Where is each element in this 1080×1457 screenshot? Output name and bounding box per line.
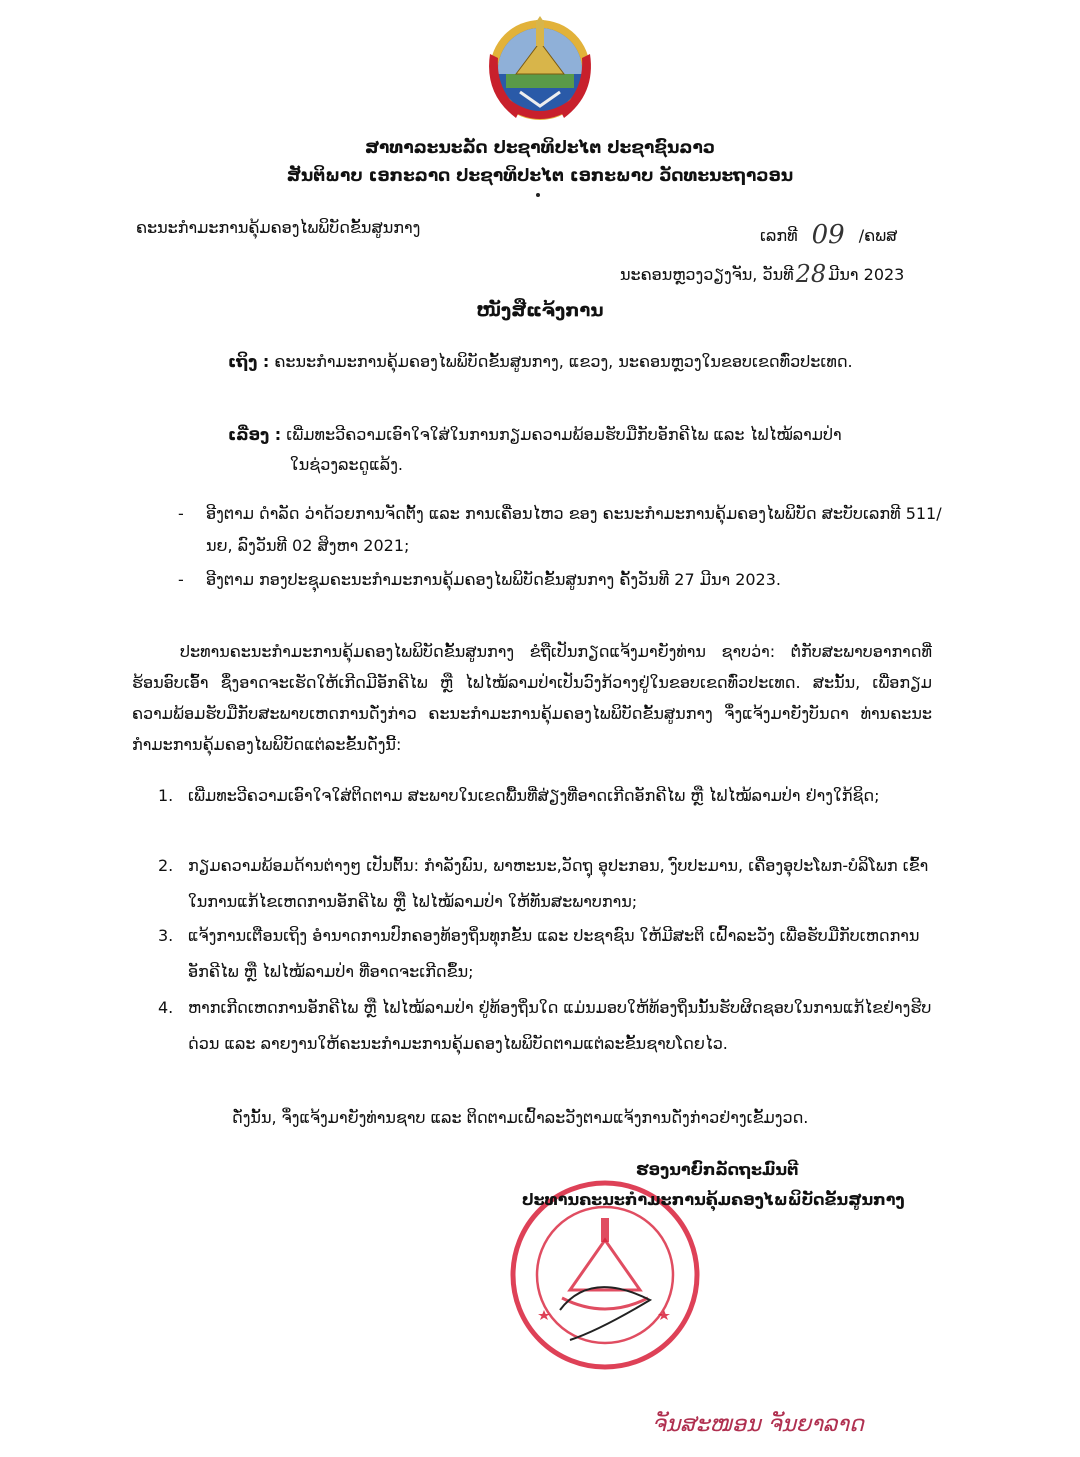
number-value: 09 — [811, 220, 845, 250]
to-text: ຄະນະກໍາມະການຄຸ້ມຄອງໄພພິບັດຂັ້ນສູນກາງ, ແຂວງ, ນະຄອນຫຼວງໃນຂອບເຂດທົ່ວປະເທດ. — [274, 352, 853, 371]
reference-item — [178, 498, 968, 562]
list-item — [158, 778, 938, 814]
subject-line2: ໃນຊ່ວງລະດູແລ້ງ. — [290, 455, 403, 474]
item-text: ຫາກເກີດເຫດການອັກຄີໄພ ຫຼື ໄຟໄໝ້ລາມປ່າ ຢູ່ທ້ອງຖິ່ນໃດ ແມ່ນມອບໃຫ້ທ້ອງຖິ່ນນັ້ນຮັບຜິດຊອບໃນການແກ້ໄຂຢ່າງຮີບດ່ວນ ແລະ ລາຍງານໃຫ້ຄະນະກໍາມະການຄຸ້ມຄອງໄພພິບັດຕາມແຕ່ລະຂັ້ນຊາບໂດຍໄວ. — [188, 998, 932, 1053]
item-text: ກຽມຄວາມພ້ອມດ້ານຕ່າງໆ ເປັນຕົ້ນ: ກໍາລັງພົນ, ພາຫະນະ,ວັດຖຸ ອຸປະກອນ, ງົບປະມານ, ເຄື່ອງອຸປະໂພກ-ບໍລິໂພກ ເຂົ້າໃນການແກ້ໄຂເຫດການອັກຄີໄພ ຫຼື ໄຟໄໝ້ລາມປ່າ ໃຫ້ທັນສະພາບການ; — [188, 856, 929, 911]
lao-emblem-icon — [476, 14, 604, 126]
date-prefix: ນະຄອນຫຼວງວຽງຈັນ, ວັນທີ — [620, 265, 794, 284]
subject-block — [228, 420, 948, 480]
item-number: 4. — [158, 998, 174, 1017]
list-item — [158, 848, 938, 920]
document-number — [760, 218, 897, 248]
item-number: 1. — [158, 786, 174, 805]
reference-text: ອີງຕາມ ດຳລັດ ວ່າດ້ວຍການຈັດຕັ້ງ ແລະ ການເຄື່ອນໄຫວ ຂອງ ຄະນະກຳມະການຄຸ້ມຄອງໄພພິບັດ ສະບັບເລກທີ 511/ນຍ, ລົງວັນທີ 02 ສິງຫາ 2021; — [206, 504, 942, 555]
subject-label: ເລື່ອງ : — [228, 425, 282, 444]
reference-text: ອີງຕາມ ກອງປະຊຸມຄະນະກໍາມະການຄຸ້ມຄອງໄພພິບັດຂັ້ນສູນກາງ ຄັ້ງວັນທີ 27 ມີນາ 2023. — [206, 570, 781, 589]
reference-item — [178, 564, 968, 596]
national-motto: ສັນຕິພາບ ເອກະລາດ ປະຊາທິປະໄຕ ເອກະພາບ ວັດທະນະຖາວອນ — [286, 166, 794, 186]
signatory-name: ຈັນສະໜອນ ຈັນຍາລາດ — [652, 1412, 864, 1437]
number-label: ເລກທີ — [760, 226, 798, 245]
body-paragraph: ປະທານຄະນະກໍາມະການຄຸ້ມຄອງໄພພິບັດຂັ້ນສູນກາງ ຂໍຖືເປັນກຽດແຈ້ງມາຍັງທ່ານ ຊາບວ່າ: ຕໍ່ກັບສະພາບອາກາດທີ່ຮ້ອນອົບເອົ້າ ຊຶ່ງອາດຈະເຮັດໃຫ້ເກີດມີອັກຄີໄພ ຫຼື ໄຟໄໝ້ລາມປ່າເປັນວົງກ້ວາງຢູ່ໃນຂອບເຂດທົ່ວປະເທດ. ສະນັ້ນ, ເພື່ອກຽມຄວາມພ້ອມຮັບມືກັບສະພາບເຫດການດັ່ງກ່າວ ຄະນະກໍາມະການຄຸ້ມຄອງໄພພິບັດຂັ້ນສູນກາງ ຈຶ່ງແຈ້ງມາຍັງບັນດາ ທ່ານຄະນະກໍາມະການຄຸ້ມຄອງໄພພິບັດແຕ່ລະຂັ້ນດັ່ງນີ້: — [132, 642, 932, 754]
list-item — [158, 918, 938, 990]
document-date — [620, 258, 904, 286]
signatory-title: ປະທານຄະນະກໍາມະການຄຸ້ມຄອງໄພພິບັດຂັ້ນສູນກາງ — [522, 1190, 905, 1209]
date-suffix: ມີນາ 2023 — [828, 265, 905, 284]
country-name: ສາທາລະນະລັດ ປະຊາທິປະໄຕ ປະຊາຊົນລາວ — [365, 138, 715, 158]
bullet-dash: - — [178, 570, 184, 589]
recipient-line — [228, 352, 853, 371]
separator-dot — [536, 193, 540, 197]
item-number: 3. — [158, 926, 174, 945]
item-text: ແຈ້ງການເຕືອນເຖິງ ອໍານາດການປົກຄອງທ້ອງຖິ່ນທຸກຂັ້ນ ແລະ ປະຊາຊົນ ໃຫ້ມີສະຕິ ເຝົ້າລະວັງ ເພື່ອຮັບມືກັບເຫດການອັກຄີໄພ ຫຼື ໄຟໄໝ້ລາມປ່າ ທີ່ອາດຈະເກີດຂຶ້ນ; — [188, 926, 920, 981]
document-title: ໜັງສືແຈ້ງການ — [476, 300, 604, 321]
date-day: 28 — [795, 260, 827, 288]
subject-line1: ເພີ່ມທະວີຄວາມເອົາໃຈໃສ່ໃນການກຽມຄວາມພ້ອມຮັບມືກັບອັກຄີໄພ ແລະ ໄຟໄໝ້ລາມປ່າ — [286, 425, 842, 444]
closing-sentence: ດັ່ງນັ້ນ, ຈຶ່ງແຈ້ງມາຍັງທ່ານຊາບ ແລະ ຕິດຕາມເຝົ້າລະວັງຕາມແຈ້ງການດັ່ງກ່າວຢ່າງເຂັ້ມງວດ. — [232, 1108, 809, 1127]
bullet-dash: - — [178, 504, 184, 523]
number-suffix: /ຄພສ — [858, 226, 898, 245]
item-number: 2. — [158, 856, 174, 875]
to-label: ເຖິງ : — [228, 352, 270, 371]
issuing-organization: ຄະນະກໍາມະການຄຸ້ມຄອງໄພພິບັດຂັ້ນສູນກາງ — [136, 218, 421, 237]
item-text: ເພີ່ມທະວີຄວາມເອົາໃຈໃສ່ຕິດຕາມ ສະພາບໃນເຂດພື້ນທີ່ສ່ຽງທີ່ອາດເກີດອັກຄີໄພ ຫຼື ໄຟໄໝ້ລາມປ່າ ຢ່າງໃກ້ຊິດ; — [188, 786, 880, 805]
list-item — [158, 990, 938, 1062]
signatory-position: ຮອງນາຍົກລັດຖະມົນຕີ — [636, 1160, 799, 1179]
